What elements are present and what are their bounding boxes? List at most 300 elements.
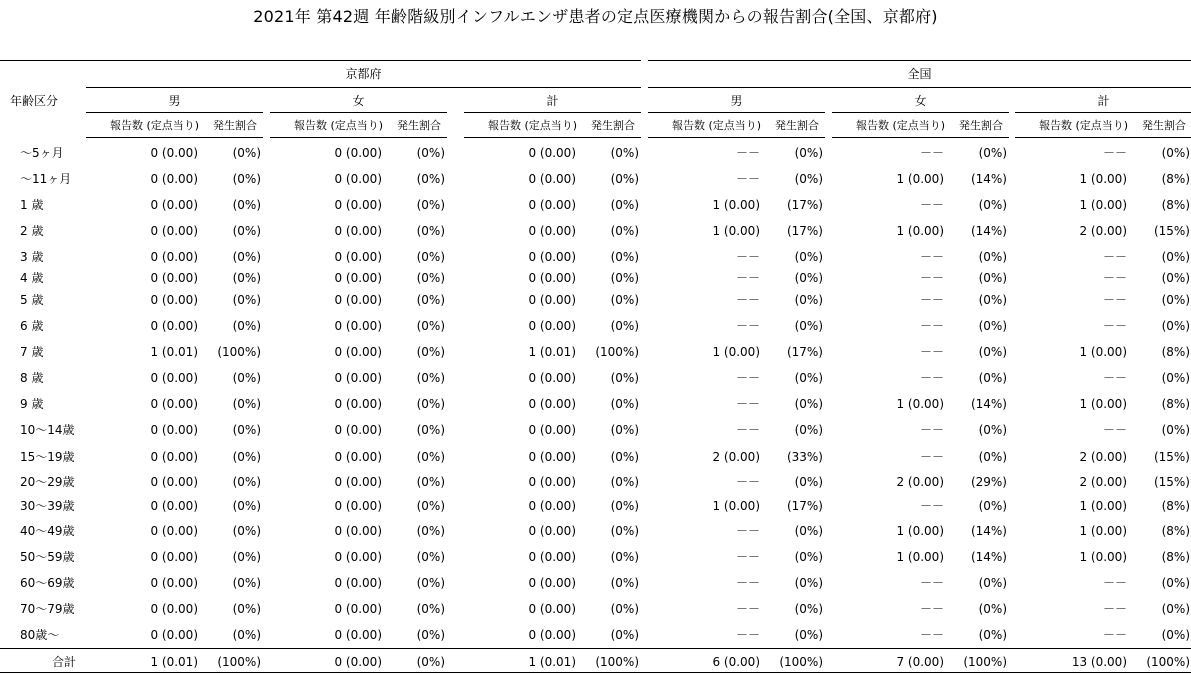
report-count-cell: 1 (0.00) [712,224,760,238]
ratio-cell: (0%) [1161,271,1190,285]
report-count-cell: －－ [1102,628,1127,642]
report-count-cell: 0 (0.00) [334,450,382,464]
ratio-cell: (8%) [1161,397,1190,411]
region-rule-kyoto [86,87,641,88]
ratio-column-header: 発生割合 [591,119,635,132]
report-count-cell: －－ [735,250,760,264]
ratio-cell: (100%) [595,655,639,669]
report-count-cell: 0 (0.00) [334,550,382,564]
age-row-label: 70～79歳 [20,602,75,616]
ratio-cell: (17%) [786,499,823,513]
ratio-cell: (100%) [963,655,1007,669]
ratio-cell: (0%) [416,423,445,437]
ratio-cell: (0%) [416,628,445,642]
ratio-cell: (14%) [970,550,1007,564]
report-count-cell: 6 (0.00) [712,655,760,669]
sex-rule [86,112,263,113]
ratio-cell: (0%) [610,450,639,464]
count-column-header: 報告数 (定点当り) [672,119,762,132]
ratio-cell: (0%) [610,576,639,590]
ratio-cell: (0%) [610,198,639,212]
report-count-cell: 1 (0.00) [896,224,944,238]
ratio-cell: (0%) [232,397,261,411]
subheader-rule [832,137,1009,138]
ratio-cell: (0%) [794,172,823,186]
report-count-cell: 1 (0.00) [712,345,760,359]
ratio-cell: (29%) [970,475,1007,489]
age-row-label: 60～69歳 [20,576,75,590]
age-row-label: 10～14歳 [20,423,75,437]
report-count-cell: 0 (0.00) [150,450,198,464]
report-count-cell: 0 (0.00) [334,628,382,642]
report-count-cell: －－ [919,146,944,160]
report-count-cell: 2 (0.00) [1079,475,1127,489]
ratio-cell: (8%) [1161,499,1190,513]
ratio-column-header: 発生割合 [397,119,441,132]
ratio-cell: (0%) [978,345,1007,359]
age-row-label: 30～39歳 [20,499,75,513]
report-count-cell: －－ [1102,250,1127,264]
report-count-cell: 0 (0.00) [150,371,198,385]
ratio-cell: (0%) [610,628,639,642]
ratio-cell: (0%) [610,602,639,616]
ratio-cell: (0%) [1161,371,1190,385]
report-count-cell: －－ [735,397,760,411]
report-count-cell: 0 (0.00) [150,397,198,411]
ratio-cell: (0%) [232,524,261,538]
report-count-cell: －－ [735,172,760,186]
total-bottom-rule [0,672,1191,673]
age-row-label: 4 歳 [20,271,44,285]
ratio-cell: (100%) [595,345,639,359]
ratio-cell: (0%) [416,371,445,385]
ratio-cell: (0%) [794,524,823,538]
report-count-cell: －－ [919,271,944,285]
ratio-cell: (0%) [794,371,823,385]
ratio-cell: (0%) [610,146,639,160]
ratio-cell: (0%) [610,172,639,186]
report-count-cell: －－ [919,602,944,616]
ratio-cell: (0%) [232,628,261,642]
ratio-cell: (0%) [416,224,445,238]
ratio-cell: (0%) [232,198,261,212]
age-row-label: 8 歳 [20,371,44,385]
report-count-cell: 0 (0.00) [528,172,576,186]
report-count-cell: －－ [735,602,760,616]
ratio-cell: (0%) [610,423,639,437]
ratio-cell: (0%) [610,371,639,385]
ratio-cell: (0%) [794,271,823,285]
ratio-cell: (0%) [416,602,445,616]
report-count-cell: －－ [735,371,760,385]
ratio-cell: (0%) [416,319,445,333]
report-count-cell: －－ [919,576,944,590]
age-row-label: ～5ヶ月 [20,146,64,160]
ratio-cell: (0%) [794,423,823,437]
ratio-cell: (0%) [978,371,1007,385]
ratio-cell: (0%) [978,198,1007,212]
region-kyoto-label: 京都府 [345,67,382,81]
report-count-cell: 1 (0.00) [712,499,760,513]
report-count-cell: 0 (0.00) [150,250,198,264]
report-count-cell: 0 (0.00) [150,475,198,489]
report-count-cell: －－ [919,371,944,385]
ratio-cell: (0%) [978,423,1007,437]
ratio-cell: (0%) [232,271,261,285]
report-count-cell: 0 (0.00) [334,524,382,538]
report-count-cell: －－ [735,146,760,160]
report-count-cell: 0 (0.00) [528,524,576,538]
ratio-cell: (14%) [970,524,1007,538]
report-count-cell: 0 (0.00) [528,423,576,437]
ratio-cell: (17%) [786,198,823,212]
report-count-cell: 0 (0.00) [150,172,198,186]
report-count-cell: 0 (0.00) [528,250,576,264]
report-count-cell: 0 (0.00) [334,172,382,186]
ratio-cell: (0%) [416,271,445,285]
count-column-header: 報告数 (定点当り) [856,119,946,132]
report-count-cell: 0 (0.00) [150,198,198,212]
ratio-cell: (0%) [610,524,639,538]
report-count-cell: 0 (0.00) [334,397,382,411]
top-rule [0,60,641,61]
ratio-cell: (0%) [416,576,445,590]
report-count-cell: 0 (0.00) [528,371,576,385]
total-top-rule [0,648,1191,649]
report-count-cell: 0 (0.00) [334,146,382,160]
report-count-cell: －－ [735,475,760,489]
region-national-label: 全国 [907,67,932,81]
ratio-cell: (15%) [1153,475,1190,489]
ratio-cell: (14%) [970,172,1007,186]
ratio-cell: (0%) [794,250,823,264]
report-count-cell: －－ [919,319,944,333]
report-count-cell: 7 (0.00) [896,655,944,669]
sex-header-kyoto-1: 女 [352,94,365,108]
report-count-cell: 1 (0.01) [528,655,576,669]
sex-rule [464,112,641,113]
age-row-label: 6 歳 [20,319,44,333]
report-count-cell: －－ [735,319,760,333]
ratio-cell: (14%) [970,397,1007,411]
ratio-cell: (0%) [610,250,639,264]
report-count-cell: －－ [919,345,944,359]
ratio-cell: (0%) [610,499,639,513]
report-count-cell: 0 (0.00) [150,576,198,590]
ratio-cell: (14%) [970,224,1007,238]
report-count-cell: －－ [919,250,944,264]
ratio-cell: (0%) [416,198,445,212]
age-row-label: 1 歳 [20,198,44,212]
ratio-cell: (0%) [416,250,445,264]
age-column-header: 年齢区分 [10,94,59,108]
report-count-cell: 1 (0.00) [1079,172,1127,186]
report-count-cell: 0 (0.00) [528,550,576,564]
report-count-cell: 0 (0.00) [528,224,576,238]
ratio-cell: (0%) [232,250,261,264]
report-count-cell: －－ [1102,271,1127,285]
report-count-cell: 2 (0.00) [712,450,760,464]
count-column-header: 報告数 (定点当り) [488,119,578,132]
report-count-cell: －－ [735,423,760,437]
report-count-cell: 0 (0.00) [528,271,576,285]
ratio-cell: (15%) [1153,450,1190,464]
ratio-cell: (0%) [794,550,823,564]
report-count-cell: 0 (0.00) [334,499,382,513]
ratio-cell: (0%) [416,397,445,411]
report-count-cell: －－ [919,499,944,513]
ratio-cell: (0%) [978,499,1007,513]
report-count-cell: 0 (0.00) [334,602,382,616]
ratio-cell: (0%) [610,271,639,285]
sex-header-national-1: 女 [914,94,927,108]
ratio-cell: (0%) [794,576,823,590]
report-count-cell: 0 (0.00) [528,146,576,160]
ratio-cell: (0%) [416,550,445,564]
report-count-cell: 0 (0.00) [334,293,382,307]
report-count-cell: 2 (0.00) [896,475,944,489]
report-count-cell: －－ [919,293,944,307]
ratio-cell: (0%) [978,250,1007,264]
ratio-cell: (0%) [416,475,445,489]
report-count-cell: －－ [735,293,760,307]
total-row-label: 合計 [52,655,77,669]
age-row-label: ～11ヶ月 [20,172,72,186]
report-count-cell: 0 (0.00) [528,602,576,616]
report-count-cell: －－ [735,576,760,590]
ratio-cell: (0%) [416,655,445,669]
report-count-cell: 0 (0.00) [334,198,382,212]
ratio-cell: (8%) [1161,524,1190,538]
age-row-label: 7 歳 [20,345,44,359]
ratio-cell: (15%) [1153,224,1190,238]
report-count-cell: 0 (0.00) [150,628,198,642]
ratio-cell: (0%) [1161,423,1190,437]
sex-rule [648,112,825,113]
ratio-cell: (0%) [232,576,261,590]
sex-header-national-2: 計 [1097,94,1110,108]
report-count-cell: 0 (0.00) [334,371,382,385]
ratio-cell: (0%) [232,146,261,160]
report-count-cell: 0 (0.00) [528,475,576,489]
report-count-cell: 2 (0.00) [1079,450,1127,464]
subheader-rule [648,137,825,138]
ratio-cell: (17%) [786,224,823,238]
ratio-cell: (0%) [416,524,445,538]
report-count-cell: 1 (0.01) [150,655,198,669]
report-count-cell: 0 (0.00) [334,423,382,437]
ratio-cell: (0%) [232,499,261,513]
report-count-cell: －－ [919,628,944,642]
report-count-cell: 0 (0.00) [528,198,576,212]
report-count-cell: －－ [919,450,944,464]
ratio-cell: (0%) [232,602,261,616]
ratio-cell: (0%) [978,576,1007,590]
ratio-cell: (0%) [610,475,639,489]
subheader-rule [270,137,447,138]
ratio-cell: (0%) [1161,293,1190,307]
report-count-cell: 0 (0.00) [334,475,382,489]
report-count-cell: 1 (0.00) [896,397,944,411]
age-row-label: 2 歳 [20,224,44,238]
report-count-cell: 1 (0.00) [896,550,944,564]
ratio-cell: (0%) [794,397,823,411]
ratio-cell: (0%) [416,345,445,359]
report-count-cell: 0 (0.00) [528,450,576,464]
ratio-cell: (33%) [786,450,823,464]
report-count-cell: 0 (0.00) [528,499,576,513]
ratio-cell: (0%) [232,550,261,564]
ratio-cell: (0%) [610,397,639,411]
ratio-cell: (0%) [1161,146,1190,160]
ratio-column-header: 発生割合 [775,119,819,132]
report-count-cell: －－ [1102,293,1127,307]
report-count-cell: 1 (0.00) [1079,524,1127,538]
ratio-cell: (100%) [1146,655,1190,669]
ratio-cell: (8%) [1161,172,1190,186]
ratio-cell: (0%) [232,475,261,489]
page-title: 2021年 第42週 年齢階級別インフルエンザ患者の定点医療機関からの報告割合(全国、京都府) [253,7,938,26]
ratio-cell: (0%) [416,172,445,186]
report-count-cell: －－ [735,628,760,642]
ratio-cell: (0%) [416,293,445,307]
report-count-cell: 13 (0.00) [1071,655,1127,669]
ratio-cell: (100%) [779,655,823,669]
report-count-cell: －－ [1102,423,1127,437]
report-count-cell: 0 (0.00) [334,655,382,669]
report-count-cell: 2 (0.00) [1079,224,1127,238]
ratio-cell: (0%) [978,628,1007,642]
sex-rule [832,112,1009,113]
report-count-cell: 0 (0.00) [528,397,576,411]
ratio-cell: (0%) [416,146,445,160]
ratio-cell: (0%) [1161,250,1190,264]
report-count-cell: 1 (0.00) [1079,397,1127,411]
age-row-label: 5 歳 [20,293,44,307]
report-count-cell: 0 (0.00) [334,319,382,333]
count-column-header: 報告数 (定点当り) [294,119,384,132]
sex-rule [270,112,447,113]
report-count-cell: －－ [919,423,944,437]
report-count-cell: 0 (0.00) [150,271,198,285]
ratio-cell: (0%) [1161,628,1190,642]
report-count-cell: 0 (0.00) [150,602,198,616]
ratio-cell: (0%) [232,224,261,238]
ratio-cell: (0%) [1161,319,1190,333]
ratio-cell: (0%) [232,450,261,464]
report-count-cell: 0 (0.00) [334,345,382,359]
ratio-cell: (0%) [232,172,261,186]
report-count-cell: 0 (0.00) [334,250,382,264]
ratio-cell: (0%) [232,423,261,437]
ratio-column-header: 発生割合 [959,119,1003,132]
ratio-column-header: 発生割合 [1142,119,1186,132]
report-count-cell: 0 (0.00) [150,524,198,538]
report-count-cell: 0 (0.00) [150,293,198,307]
ratio-cell: (0%) [416,450,445,464]
ratio-cell: (8%) [1161,550,1190,564]
ratio-cell: (0%) [232,293,261,307]
ratio-cell: (0%) [610,224,639,238]
report-count-cell: 0 (0.00) [150,499,198,513]
age-row-label: 15～19歳 [20,450,75,464]
region-rule-national [648,87,1191,88]
sex-header-kyoto-0: 男 [168,94,181,108]
report-count-cell: 0 (0.00) [528,628,576,642]
ratio-cell: (0%) [794,602,823,616]
report-count-cell: 1 (0.01) [528,345,576,359]
report-count-cell: －－ [1102,146,1127,160]
age-row-label: 3 歳 [20,250,44,264]
ratio-cell: (0%) [794,475,823,489]
ratio-cell: (0%) [610,319,639,333]
report-count-cell: 1 (0.00) [1079,499,1127,513]
report-count-cell: －－ [1102,371,1127,385]
subheader-rule [1015,137,1191,138]
report-count-cell: 0 (0.00) [528,319,576,333]
report-count-cell: 0 (0.00) [334,576,382,590]
report-count-cell: 1 (0.00) [1079,550,1127,564]
ratio-cell: (0%) [794,293,823,307]
report-count-cell: 0 (0.00) [528,576,576,590]
ratio-cell: (0%) [232,319,261,333]
ratio-cell: (8%) [1161,198,1190,212]
report-count-cell: －－ [1102,576,1127,590]
ratio-cell: (100%) [217,345,261,359]
subheader-rule [86,137,263,138]
count-column-header: 報告数 (定点当り) [110,119,200,132]
report-count-cell: －－ [1102,602,1127,616]
age-row-label: 50～59歳 [20,550,75,564]
ratio-cell: (0%) [232,371,261,385]
ratio-cell: (8%) [1161,345,1190,359]
ratio-cell: (0%) [978,146,1007,160]
ratio-cell: (0%) [1161,602,1190,616]
ratio-cell: (0%) [610,293,639,307]
report-count-cell: 0 (0.00) [334,271,382,285]
report-count-cell: －－ [735,550,760,564]
ratio-cell: (0%) [794,628,823,642]
ratio-cell: (0%) [416,499,445,513]
report-count-cell: －－ [919,198,944,212]
sex-header-kyoto-2: 計 [546,94,559,108]
report-count-cell: 0 (0.00) [150,319,198,333]
report-count-cell: 0 (0.00) [150,224,198,238]
ratio-cell: (0%) [978,293,1007,307]
ratio-cell: (0%) [794,319,823,333]
report-count-cell: 1 (0.00) [896,172,944,186]
report-count-cell: 0 (0.00) [150,423,198,437]
ratio-cell: (0%) [978,602,1007,616]
age-row-label: 20～29歳 [20,475,75,489]
ratio-cell: (0%) [794,146,823,160]
subheader-rule [464,137,641,138]
report-count-cell: 1 (0.00) [1079,198,1127,212]
report-count-cell: －－ [735,524,760,538]
ratio-cell: (0%) [978,450,1007,464]
report-count-cell: －－ [1102,319,1127,333]
sex-rule [1015,112,1191,113]
report-count-cell: 0 (0.00) [528,293,576,307]
age-row-label: 9 歳 [20,397,44,411]
report-count-cell: 0 (0.00) [150,146,198,160]
ratio-cell: (0%) [978,319,1007,333]
report-count-cell: －－ [735,271,760,285]
report-count-cell: 0 (0.00) [334,224,382,238]
ratio-column-header: 発生割合 [213,119,257,132]
age-row-label: 80歳～ [20,628,60,642]
report-count-cell: 1 (0.00) [712,198,760,212]
